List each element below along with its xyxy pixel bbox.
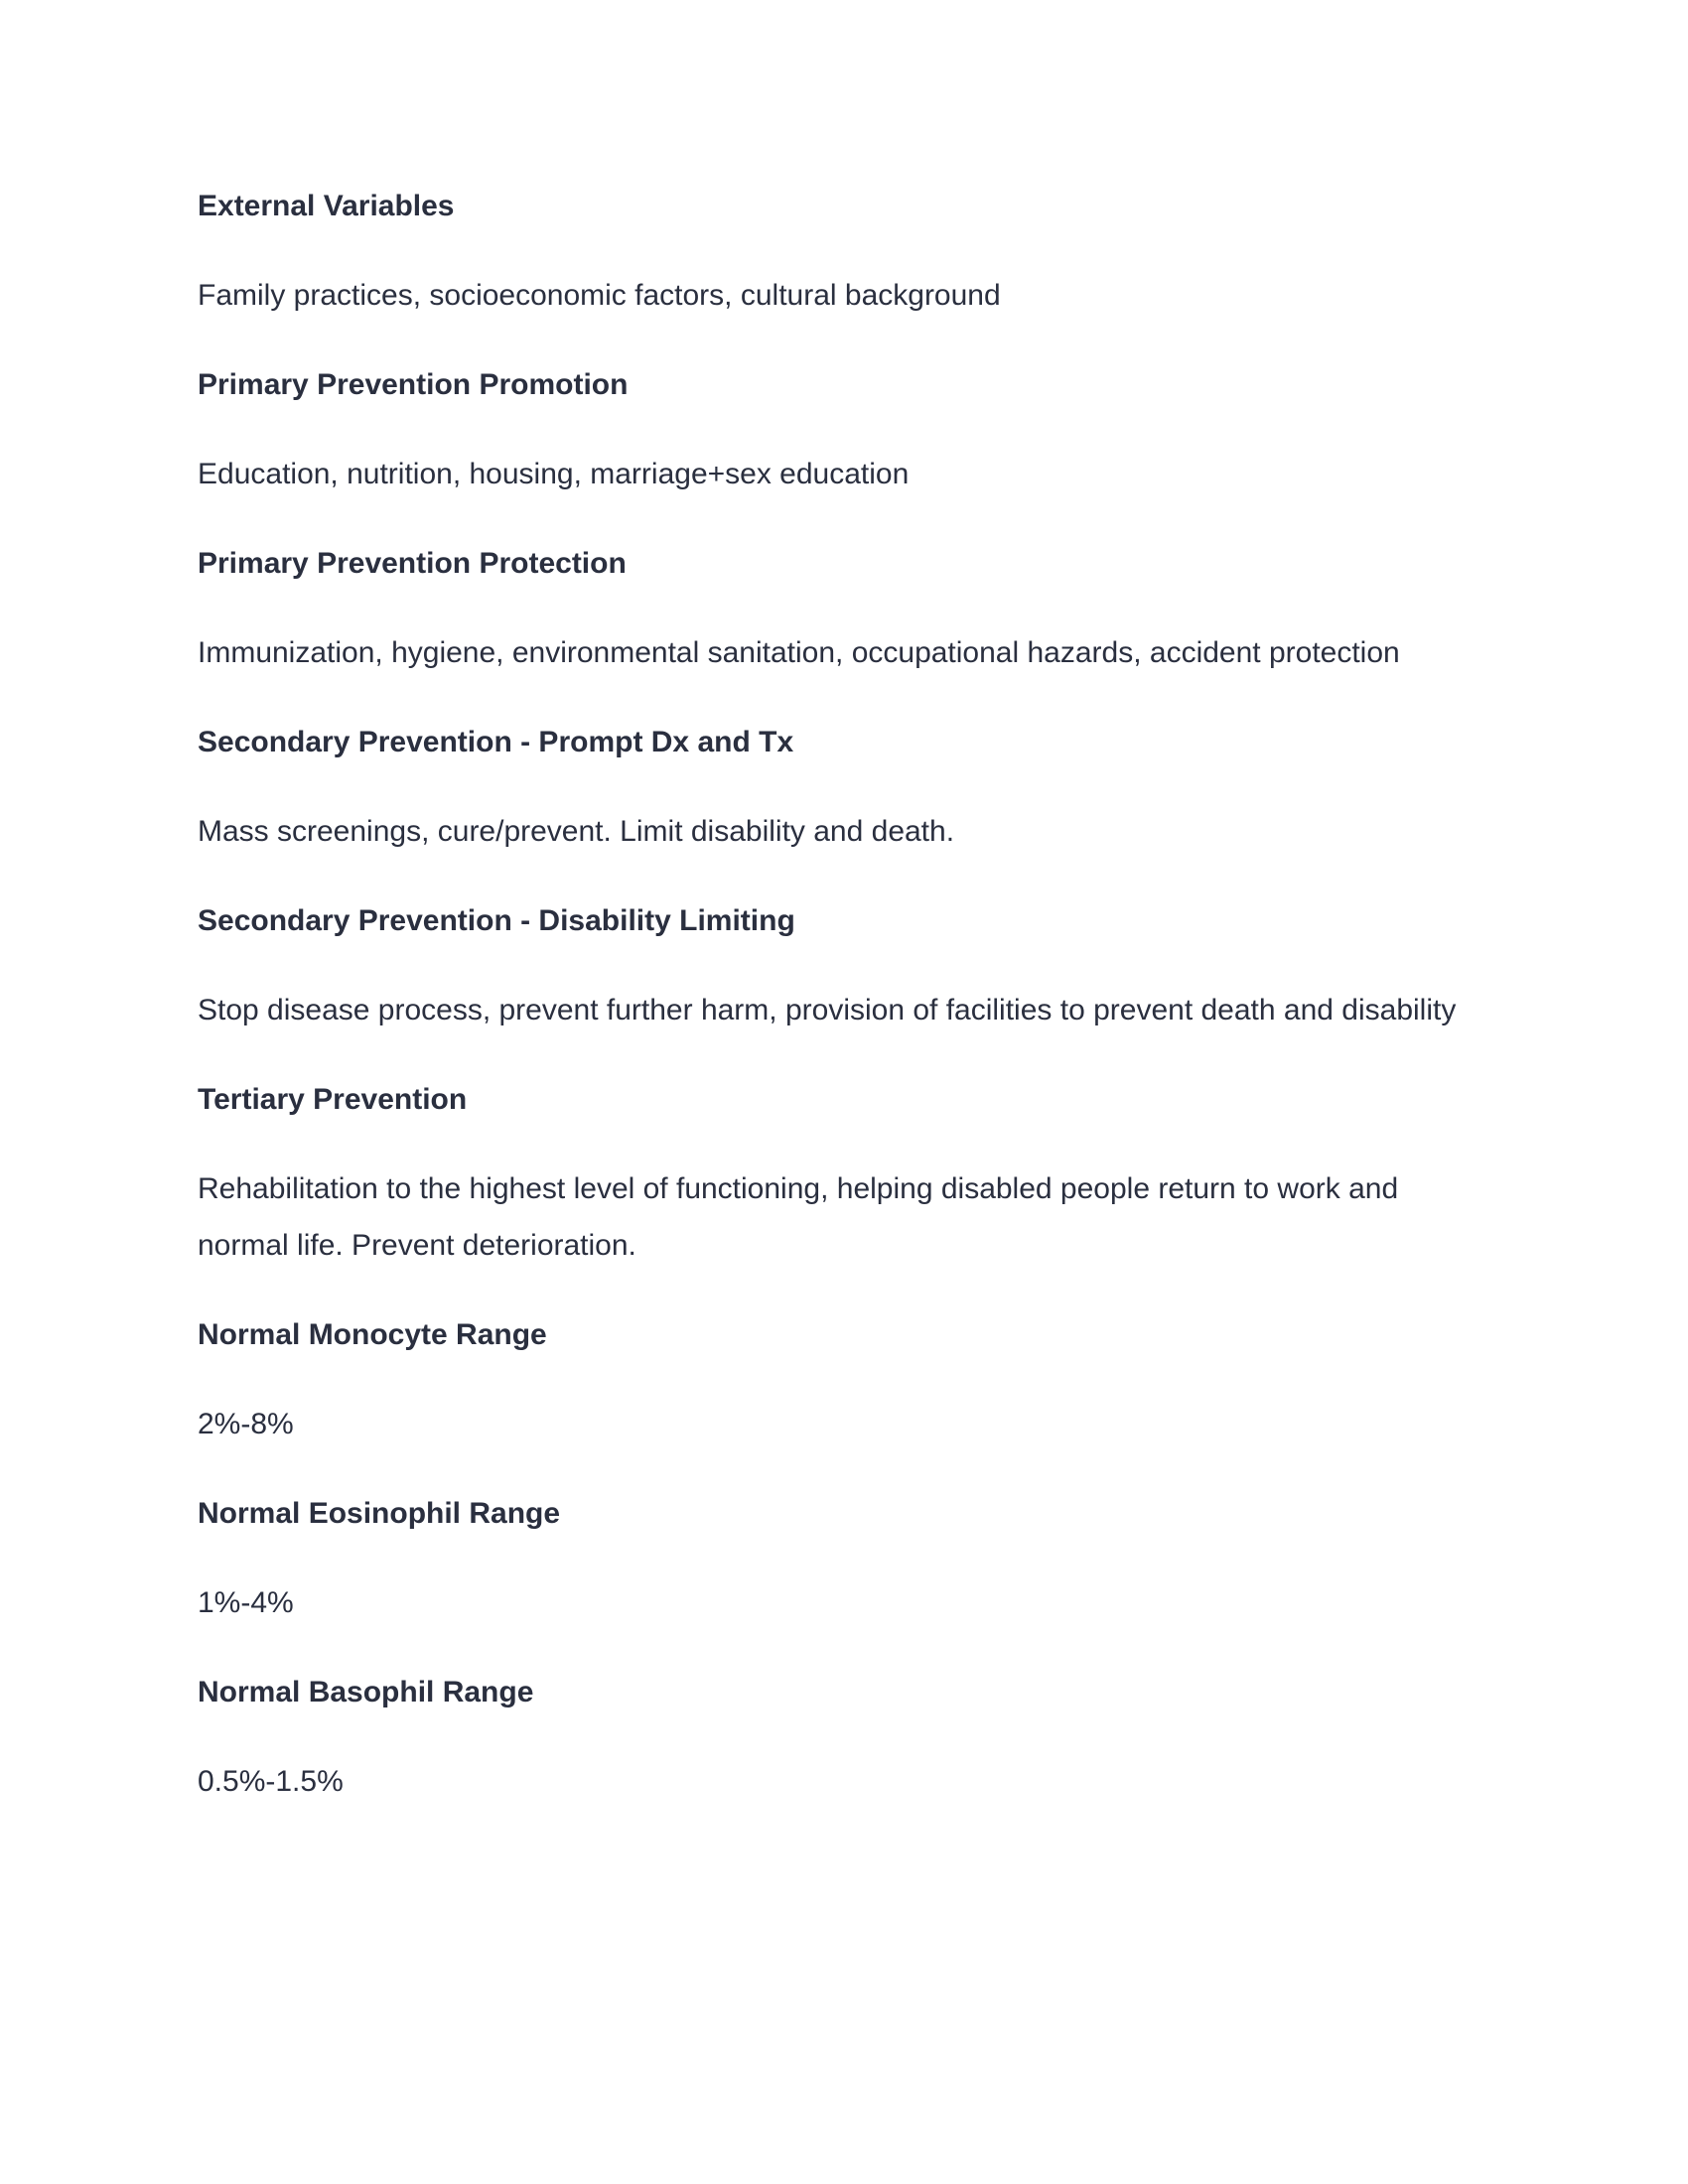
definition-text: Mass screenings, cure/prevent. Limit disability and death. <box>198 815 955 848</box>
term-heading: Tertiary Prevention <box>198 1083 468 1116</box>
definition-text: Immunization, hygiene, environmental sanitation, occupational hazards, accident protection <box>198 636 1400 669</box>
document-page <box>198 178 1488 1843</box>
card <box>198 356 1488 502</box>
definition-text: Stop disease process, prevent further harm, provision of facilities to prevent death and disability <box>198 994 1457 1026</box>
card <box>198 892 1488 1038</box>
definition-text: 2%-8% <box>198 1408 294 1440</box>
card <box>198 1306 1488 1452</box>
definition-text: 0.5%-1.5% <box>198 1765 344 1798</box>
card <box>198 714 1488 860</box>
term-heading: Secondary Prevention - Prompt Dx and Tx <box>198 726 794 758</box>
card <box>198 178 1488 324</box>
definition-text: Rehabilitation to the highest level of functioning, helping disabled people return to work and normal life. Prevent deterioration. <box>198 1172 1399 1262</box>
term-heading: Secondary Prevention - Disability Limiting <box>198 904 795 937</box>
definition-text: Education, nutrition, housing, marriage+sex education <box>198 458 910 490</box>
term-heading: External Variables <box>198 190 455 222</box>
card <box>198 1664 1488 1810</box>
card <box>198 535 1488 681</box>
card <box>198 1485 1488 1631</box>
definition-text: Family practices, socioeconomic factors, cultural background <box>198 279 1001 312</box>
definition-text: 1%-4% <box>198 1586 294 1619</box>
term-heading: Primary Prevention Protection <box>198 547 627 580</box>
term-heading: Normal Eosinophil Range <box>198 1497 561 1530</box>
term-heading: Normal Basophil Range <box>198 1676 534 1708</box>
term-heading: Normal Monocyte Range <box>198 1318 547 1351</box>
card <box>198 1071 1488 1274</box>
term-heading: Primary Prevention Promotion <box>198 368 629 401</box>
